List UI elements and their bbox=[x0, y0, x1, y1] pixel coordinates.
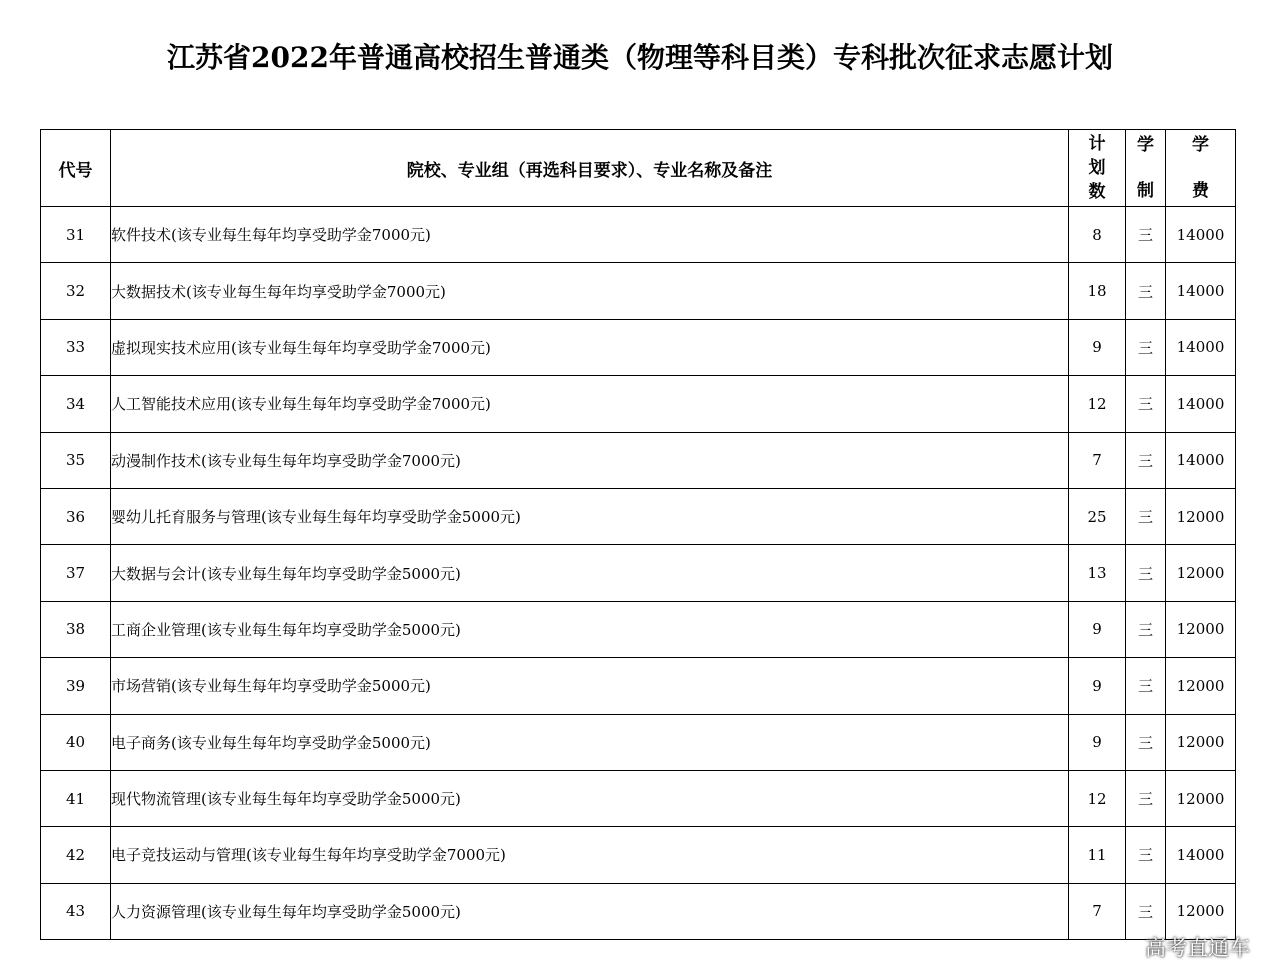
table-row bbox=[41, 714, 1236, 770]
duration-cell: 三 bbox=[1126, 319, 1166, 375]
table-row bbox=[41, 263, 1236, 319]
plan-count-cell: 18 bbox=[1069, 263, 1126, 319]
duration-cell: 三 bbox=[1126, 488, 1166, 544]
header-years-char-1: 学 bbox=[1137, 135, 1154, 155]
code-cell: 39 bbox=[41, 658, 111, 714]
code-cell: 34 bbox=[41, 376, 111, 432]
header-count-char-1: 计 bbox=[1088, 134, 1106, 154]
tuition-cell: 12000 bbox=[1166, 883, 1236, 939]
duration-cell: 三 bbox=[1126, 658, 1166, 714]
header-fee bbox=[1166, 130, 1236, 207]
duration-cell: 三 bbox=[1126, 207, 1166, 263]
major-name-cell: 人力资源管理(该专业每生每年均享受助学金5000元) bbox=[111, 883, 1069, 939]
code-cell: 31 bbox=[41, 207, 111, 263]
table-row bbox=[41, 432, 1236, 488]
watermark: 高考直通车 bbox=[1145, 936, 1250, 960]
table-header-row bbox=[41, 130, 1236, 207]
duration-cell: 三 bbox=[1126, 770, 1166, 826]
code-cell: 41 bbox=[41, 770, 111, 826]
plan-count-cell: 9 bbox=[1069, 714, 1126, 770]
table-row bbox=[41, 601, 1236, 657]
major-name-cell: 婴幼儿托育服务与管理(该专业每生每年均享受助学金5000元) bbox=[111, 488, 1069, 544]
duration-cell: 三 bbox=[1126, 432, 1166, 488]
header-code: 代号 bbox=[41, 130, 111, 207]
plan-count-cell: 9 bbox=[1069, 601, 1126, 657]
tuition-cell: 14000 bbox=[1166, 319, 1236, 375]
duration-cell: 三 bbox=[1126, 376, 1166, 432]
duration-cell: 三 bbox=[1126, 545, 1166, 601]
plan-count-cell: 12 bbox=[1069, 376, 1126, 432]
major-name-cell: 人工智能技术应用(该专业每生每年均享受助学金7000元) bbox=[111, 376, 1069, 432]
code-cell: 35 bbox=[41, 432, 111, 488]
duration-cell: 三 bbox=[1126, 883, 1166, 939]
table-row bbox=[41, 207, 1236, 263]
tuition-cell: 14000 bbox=[1166, 432, 1236, 488]
table-row bbox=[41, 319, 1236, 375]
major-name-cell: 动漫制作技术(该专业每生每年均享受助学金7000元) bbox=[111, 432, 1069, 488]
major-name-cell: 工商企业管理(该专业每生每年均享受助学金5000元) bbox=[111, 601, 1069, 657]
header-years-char-2: 制 bbox=[1137, 181, 1154, 201]
duration-cell: 三 bbox=[1126, 263, 1166, 319]
tuition-cell: 12000 bbox=[1166, 488, 1236, 544]
header-count-char-3: 数 bbox=[1088, 182, 1106, 202]
code-cell: 36 bbox=[41, 488, 111, 544]
major-name-cell: 电子竞技运动与管理(该专业每生每年均享受助学金7000元) bbox=[111, 827, 1069, 883]
tuition-cell: 12000 bbox=[1166, 714, 1236, 770]
tuition-cell: 12000 bbox=[1166, 601, 1236, 657]
tuition-cell: 12000 bbox=[1166, 658, 1236, 714]
table-row bbox=[41, 770, 1236, 826]
tuition-cell: 12000 bbox=[1166, 545, 1236, 601]
code-cell: 42 bbox=[41, 827, 111, 883]
tuition-cell: 14000 bbox=[1166, 376, 1236, 432]
code-cell: 32 bbox=[41, 263, 111, 319]
header-years bbox=[1126, 130, 1166, 207]
major-name-cell: 市场营销(该专业每生每年均享受助学金5000元) bbox=[111, 658, 1069, 714]
tuition-cell: 14000 bbox=[1166, 207, 1236, 263]
major-name-cell: 大数据技术(该专业每生每年均享受助学金7000元) bbox=[111, 263, 1069, 319]
code-cell: 43 bbox=[41, 883, 111, 939]
header-name: 院校、专业组（再选科目要求）、专业名称及备注 bbox=[111, 130, 1069, 207]
plan-count-cell: 13 bbox=[1069, 545, 1126, 601]
plan-count-cell: 12 bbox=[1069, 770, 1126, 826]
major-name-cell: 软件技术(该专业每生每年均享受助学金7000元) bbox=[111, 207, 1069, 263]
tuition-cell: 12000 bbox=[1166, 770, 1236, 826]
code-cell: 33 bbox=[41, 319, 111, 375]
plan-count-cell: 9 bbox=[1069, 658, 1126, 714]
tuition-cell: 14000 bbox=[1166, 263, 1236, 319]
header-fee-char-1: 学 bbox=[1192, 135, 1209, 155]
major-name-cell: 虚拟现实技术应用(该专业每生每年均享受助学金7000元) bbox=[111, 319, 1069, 375]
tuition-cell: 14000 bbox=[1166, 827, 1236, 883]
plan-count-cell: 7 bbox=[1069, 432, 1126, 488]
table-row bbox=[41, 376, 1236, 432]
duration-cell: 三 bbox=[1126, 714, 1166, 770]
table-row bbox=[41, 827, 1236, 883]
plan-count-cell: 8 bbox=[1069, 207, 1126, 263]
header-count bbox=[1069, 130, 1126, 207]
plan-count-cell: 25 bbox=[1069, 488, 1126, 544]
code-cell: 38 bbox=[41, 601, 111, 657]
code-cell: 40 bbox=[41, 714, 111, 770]
major-name-cell: 电子商务(该专业每生每年均享受助学金5000元) bbox=[111, 714, 1069, 770]
duration-cell: 三 bbox=[1126, 827, 1166, 883]
table-row bbox=[41, 658, 1236, 714]
table-row bbox=[41, 545, 1236, 601]
table-row bbox=[41, 488, 1236, 544]
plan-count-cell: 11 bbox=[1069, 827, 1126, 883]
header-fee-char-2: 费 bbox=[1192, 181, 1209, 201]
major-name-cell: 现代物流管理(该专业每生每年均享受助学金5000元) bbox=[111, 770, 1069, 826]
major-name-cell: 大数据与会计(该专业每生每年均享受助学金5000元) bbox=[111, 545, 1069, 601]
code-cell: 37 bbox=[41, 545, 111, 601]
enrollment-plan-table bbox=[40, 129, 1236, 940]
table-row bbox=[41, 883, 1236, 939]
plan-count-cell: 7 bbox=[1069, 883, 1126, 939]
page-title: 江苏省2022年普通高校招生普通类（物理等科目类）专科批次征求志愿计划 bbox=[167, 41, 1113, 74]
duration-cell: 三 bbox=[1126, 601, 1166, 657]
plan-count-cell: 9 bbox=[1069, 319, 1126, 375]
header-count-char-2: 划 bbox=[1088, 158, 1106, 178]
